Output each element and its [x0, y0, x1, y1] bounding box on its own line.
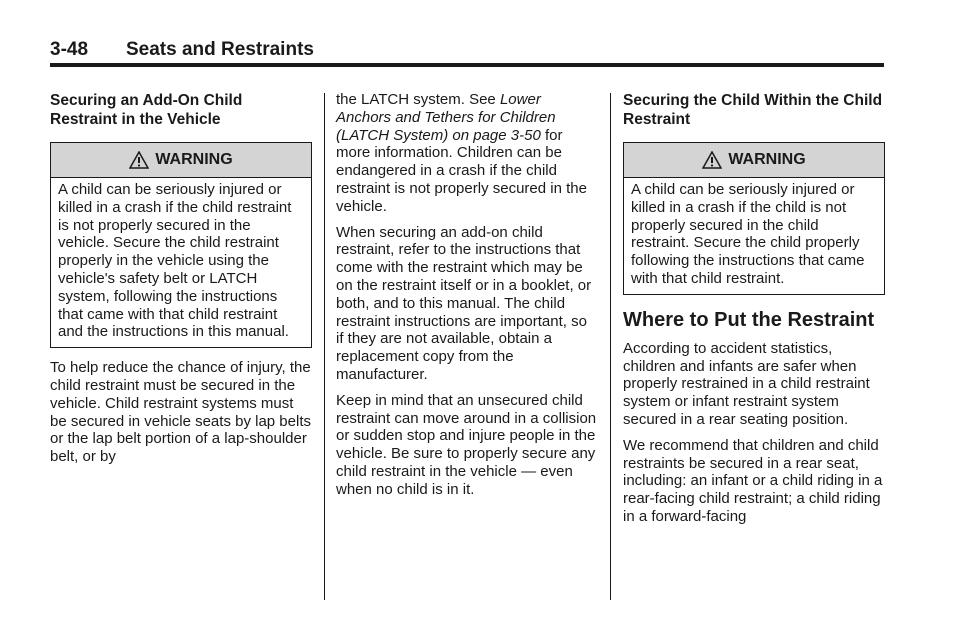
paragraph-text: for more information. Children can be endangered in a crash if the child restraint is not properly secured in the vehicle. [336, 126, 587, 215]
warning-text: A child can be seriously injured or killed in a crash if the child restraint is not properly secured in the vehicle. Secure the child restraint properly in the vehicle using the vehicle's safety belt or LATCH system, following the instructions that came with that child restraint and the instructions in this manual. [58, 181, 292, 341]
warning-icon [702, 151, 722, 169]
page-number: 3-48 [50, 39, 89, 60]
paragraph-text: the LATCH system. See [336, 91, 500, 108]
subsection-heading: Securing an Add-On Child Restraint in the Vehicle [50, 92, 243, 128]
subsection-heading: Securing the Child Within the Child Restraint [623, 92, 883, 128]
warning-label: WARNING [155, 151, 233, 169]
section-title: Seats and Restraints [126, 39, 314, 60]
column-3 [623, 91, 885, 534]
paragraph: Keep in mind that an unsecured child restraint can move around in a collision or sudden stop and injure people in the vehicle. Be sure to properly secure any child restraint in the vehicle — even when no child is in it. [336, 391, 597, 498]
column-divider [610, 93, 611, 600]
section-heading: Where to Put the Restraint [623, 308, 875, 331]
warning-label: WARNING [728, 151, 806, 169]
paragraph: We recommend that children and child restraints be secured in a rear seat, including: an infant or a child riding in a rear-facing child restraint; a child riding in a forward-facing [623, 436, 883, 525]
paragraph [336, 91, 598, 216]
warning-header [51, 143, 311, 178]
warning-icon [129, 151, 149, 169]
column-divider [324, 93, 325, 600]
cross-reference: Lower Anchors and Tethers for Children (LATCH System) on page 3-50 [336, 91, 556, 144]
warning-box [50, 142, 312, 348]
column-2 [336, 91, 598, 507]
column-1 [50, 91, 312, 474]
header-rule [50, 63, 884, 67]
warning-header [624, 143, 884, 178]
page-header [50, 39, 884, 61]
warning-text: A child can be seriously injured or killed in a crash if the child is not properly secured in the child restraint. Secure the child properly following the instructions that came with that child restraint. [631, 181, 865, 287]
warning-box [623, 142, 885, 295]
paragraph: To help reduce the chance of injury, the child restraint must be secured in the vehicle. Child restraint systems must be secured in vehicle seats by lap belts or the lap belt portion of a lap-shoulder belt, or by [50, 359, 311, 466]
paragraph: When securing an add-on child restraint, refer to the instructions that come with the restraint which may be on the restraint itself or in a booklet, or both, and to this manual. The child restraint instructions are important, so if they are not available, obtain a replacement copy from the manufacturer. [336, 223, 592, 383]
paragraph: According to accident statistics, children and infants are safer when properly restrained in a child restraint system or infant restraint system secured in a rear seating position. [623, 339, 870, 428]
